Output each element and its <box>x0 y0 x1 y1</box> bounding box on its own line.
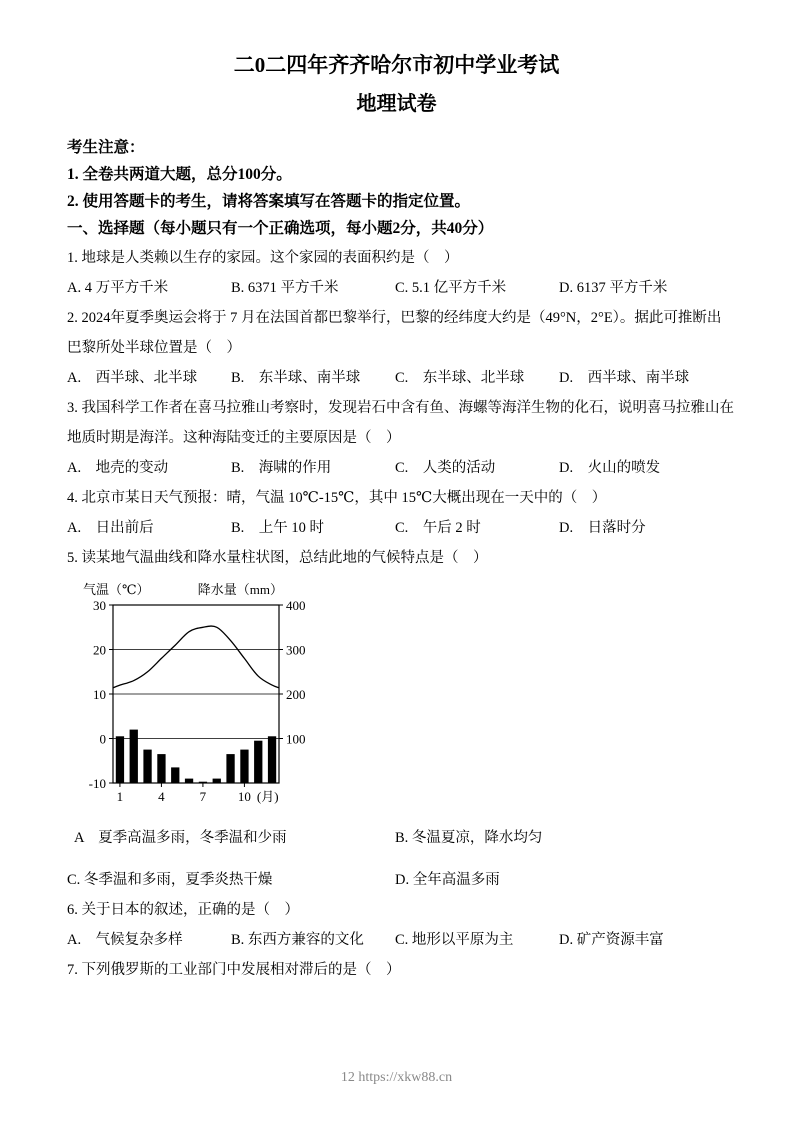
question-1-options <box>67 273 726 303</box>
question-4-stem: 4. 北京市某日天气预报：晴，气温 10℃-15℃，其中 15℃大概出现在一天中的（ ） <box>67 490 607 506</box>
svg-text:气温（℃）: 气温（℃） <box>83 582 150 597</box>
svg-text:20: 20 <box>93 642 106 658</box>
climate-chart <box>79 581 726 809</box>
question-7-stem: 7. 下列俄罗斯的工业部门中发展相对滞后的是（ ） <box>67 962 401 978</box>
notice-line-1: 1. 全卷共两道大题，总分100分。 <box>67 166 292 183</box>
question-2-stem-line-1: 2. 2024年夏季奥运会将于 7 月在法国首都巴黎举行，巴黎的经纬度大约是（49°N，2°E）。据此可推断出 <box>67 310 722 326</box>
svg-text:10: 10 <box>237 789 251 804</box>
question-5-option-a: A 夏季高温多雨，冬季温和少雨 <box>74 830 287 846</box>
question-2-option-a: A. 西半球、北半球 <box>67 370 198 386</box>
svg-text:降水量（mm）: 降水量（mm） <box>197 582 283 597</box>
question-4-option-b: B. 上午 10 时 <box>231 520 325 536</box>
question-5-stem: 5. 读某地气温曲线和降水量柱状图，总结此地的气候特点是（ ） <box>67 550 488 566</box>
svg-text:200: 200 <box>286 687 306 702</box>
question-6-option-a: A. 气候复杂多样 <box>67 932 183 948</box>
svg-text:400: 400 <box>286 598 306 613</box>
question-2-option-d: D. 西半球、南半球 <box>559 370 690 386</box>
svg-text:10: 10 <box>93 687 106 702</box>
climate-chart-svg <box>79 581 331 809</box>
question-2-option-c: C. 东半球、北半球 <box>395 370 525 386</box>
question-6-option-d: D. 矿产资源丰富 <box>559 932 664 948</box>
svg-text:300: 300 <box>286 642 306 658</box>
notice-heading: 考生注意： <box>67 139 145 156</box>
question-2-stem-line-2: 巴黎所处半球位置是（ ） <box>67 340 241 356</box>
page-number-footer: 12 https://xkw88.cn <box>340 1070 453 1085</box>
question-2-options <box>67 363 726 393</box>
exam-subtitle: 地理试卷 <box>356 93 437 115</box>
question-1-option-a: A. 4 万平方千米 <box>67 280 169 296</box>
question-1-option-d: D. 6137 平方千米 <box>559 280 668 296</box>
question-6-stem: 6. 关于日本的叙述，正确的是（ ） <box>67 902 299 918</box>
svg-text:0: 0 <box>99 731 106 747</box>
svg-text:30: 30 <box>93 598 106 613</box>
svg-text:4: 4 <box>158 789 165 804</box>
question-4-options <box>67 513 726 543</box>
exam-title: 二0二四年齐齐哈尔市初中学业考试 <box>233 53 560 77</box>
question-3-stem-line-1: 3. 我国科学工作者在喜马拉雅山考察时，发现岩石中含有鱼、海螺等海洋生物的化石，说明喜马拉雅山在 <box>67 400 734 416</box>
question-6-option-c: C. 地形以平原为主 <box>395 932 514 948</box>
question-2-option-b: B. 东半球、南半球 <box>231 370 361 386</box>
svg-text:1: 1 <box>116 789 124 804</box>
notice-line-2: 2. 使用答题卡的考生，请将答案填写在答题卡的指定位置。 <box>67 193 471 210</box>
svg-text:100: 100 <box>286 731 306 747</box>
question-5-option-d: D. 全年高温多雨 <box>395 872 500 888</box>
question-3-option-d: D. 火山的喷发 <box>559 460 661 476</box>
question-3-options <box>67 453 726 483</box>
section-1-heading: 一、选择题（每小题只有一个正确选项，每小题2分，共40分） <box>67 220 494 237</box>
question-1-option-c: C. 5.1 亿平方千米 <box>395 280 507 296</box>
question-1-stem: 1. 地球是人类赖以生存的家园。这个家园的表面积约是（ ） <box>67 250 459 266</box>
question-1-option-b: B. 6371 平方千米 <box>231 280 339 296</box>
question-5-option-b: B. 冬温夏凉，降水均匀 <box>395 830 543 846</box>
question-3-option-b: B. 海啸的作用 <box>231 460 332 476</box>
question-4-option-a: A. 日出前后 <box>67 520 154 536</box>
question-4-option-d: D. 日落时分 <box>559 520 646 536</box>
svg-text:(月): (月) <box>256 789 279 804</box>
question-3-stem-line-2: 地质时期是海洋。这种海陆变迁的主要原因是（ ） <box>67 430 401 446</box>
question-5-options-row-1 <box>67 823 726 853</box>
question-3-option-a: A. 地壳的变动 <box>67 460 169 476</box>
question-4-option-c: C. 午后 2 时 <box>395 520 481 536</box>
question-5-option-c: C. 冬季温和多雨，夏季炎热干燥 <box>67 872 273 888</box>
svg-text:7: 7 <box>199 789 207 804</box>
svg-text:-10: -10 <box>88 776 106 791</box>
question-3-option-c: C. 人类的活动 <box>395 460 496 476</box>
question-6-option-b: B. 东西方兼容的文化 <box>231 932 364 948</box>
question-6-options <box>67 925 726 955</box>
question-5-options-row-2 <box>67 865 726 895</box>
